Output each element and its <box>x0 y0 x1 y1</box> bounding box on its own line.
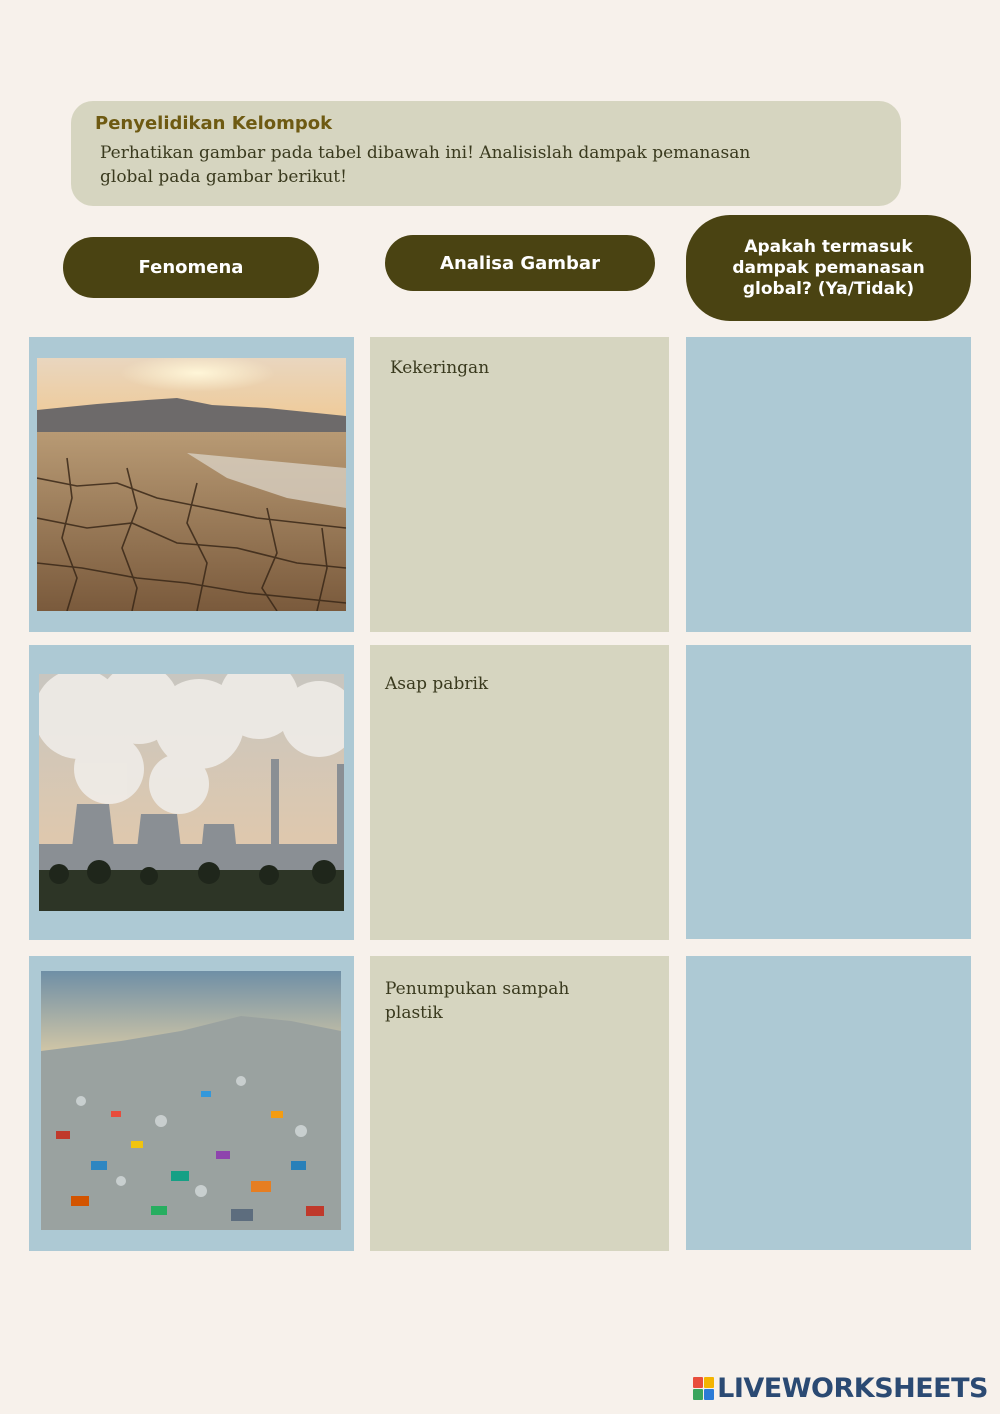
row-3-image-cell <box>29 956 354 1251</box>
row-2-analysis-text: Asap pabrik <box>385 674 489 694</box>
factory-smoke-photo <box>39 674 344 911</box>
row-3-analysis-text: Penumpukan sampah plastik <box>385 979 570 1023</box>
plastic-waste-pile-photo <box>41 971 341 1230</box>
row-1-image-cell <box>29 337 354 632</box>
header-fenomena: Fenomena <box>63 237 319 298</box>
intro-text: Perhatikan gambar pada tabel dibawah ini! Analisislah dampak pemanasan global pada gambar berikut! <box>100 143 751 187</box>
row-3-answer-field[interactable] <box>686 956 971 1250</box>
liveworksheets-logo[interactable] <box>693 1373 988 1404</box>
row-1-analysis-text: Kekeringan <box>390 358 490 378</box>
intro-title: Penyelidikan Kelompok <box>95 113 333 134</box>
row-2-answer-field[interactable] <box>686 645 971 939</box>
row-1-answer-field[interactable] <box>686 337 971 632</box>
row-2-analysis-cell <box>370 645 669 940</box>
header-analisa-gambar: Analisa Gambar <box>385 235 655 291</box>
intro-box <box>71 101 901 206</box>
row-3-analysis-cell <box>370 956 669 1251</box>
row-2-image-cell <box>29 645 354 940</box>
liveworksheets-brand: LIVEWORKSHEETS <box>717 1373 988 1404</box>
cracked-dry-ground-photo <box>37 358 346 611</box>
header-dampak-question: Apakah termasuk dampak pemanasan global? (Ya/Tidak) <box>686 215 971 321</box>
row-1-analysis-cell <box>370 337 669 632</box>
liveworksheets-logo-icon <box>693 1377 714 1400</box>
